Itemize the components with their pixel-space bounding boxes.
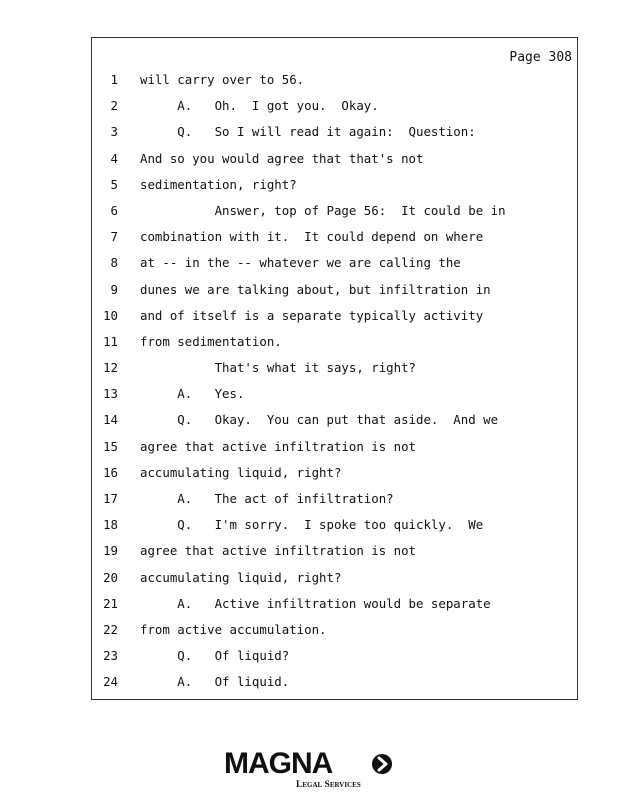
transcript-line [92, 596, 577, 622]
transcript-line [92, 334, 577, 360]
line-text: Q. Okay. You can put that aside. And we [140, 412, 499, 428]
line-text: A. Of liquid. [140, 674, 290, 690]
line-number: 4 [110, 150, 118, 166]
line-number: 3 [110, 124, 118, 140]
transcript-page [91, 37, 578, 700]
transcript-line [92, 491, 577, 517]
transcript-line [92, 439, 577, 465]
line-text: Q. I'm sorry. I spoke too quickly. We [140, 517, 484, 533]
transcript-line [92, 151, 577, 177]
transcript-line [92, 412, 577, 438]
line-text: dunes we are talking about, but infiltration in [140, 281, 491, 297]
line-number: 7 [110, 229, 118, 245]
line-text: accumulating liquid, right? [140, 464, 342, 480]
page-number: Page 308 [509, 50, 572, 65]
line-number: 11 [103, 333, 118, 349]
line-number: 9 [110, 281, 118, 297]
transcript-line [92, 648, 577, 674]
line-text: Answer, top of Page 56: It could be in [140, 202, 506, 218]
line-text: A. The act of infiltration? [140, 491, 394, 506]
line-text: sedimentation, right? [140, 176, 297, 192]
transcript-line [92, 308, 577, 334]
line-number: 24 [103, 674, 118, 690]
transcript-line [92, 98, 577, 124]
line-text: agree that active infiltration is not [140, 543, 417, 559]
transcript-lines [92, 72, 577, 701]
logo-wordmark: MAGNA [224, 747, 333, 780]
line-text: agree that active infiltration is not [140, 438, 417, 454]
line-number: 12 [103, 360, 118, 376]
line-number: 1 [110, 72, 118, 87]
line-number: 18 [103, 517, 118, 533]
line-number: 13 [103, 386, 118, 402]
transcript-line [92, 543, 577, 569]
transcript-line [92, 570, 577, 596]
transcript-line [92, 229, 577, 255]
line-number: 14 [103, 412, 118, 428]
line-number: 22 [103, 621, 118, 637]
transcript-line [92, 465, 577, 491]
transcript-line [92, 386, 577, 412]
line-text: That's what it says, right? [140, 360, 417, 376]
line-number: 8 [110, 255, 118, 271]
transcript-line [92, 124, 577, 150]
line-text: A. Active infiltration would be separate [140, 595, 491, 611]
line-number: 5 [110, 176, 118, 192]
line-text: Q. So I will read it again: Question: [140, 124, 476, 140]
line-text: A. Yes. [140, 386, 245, 402]
line-number: 20 [103, 569, 118, 585]
logo-subtitle: Legal Services [296, 780, 361, 790]
transcript-line [92, 177, 577, 203]
line-number: 2 [110, 98, 118, 114]
line-text: A. Oh. I got you. Okay. [140, 98, 379, 114]
line-text: accumulating liquid, right? [140, 569, 342, 585]
line-text: combination with it. It could depend on where [140, 229, 484, 245]
line-number: 16 [103, 464, 118, 480]
chevron-right-circle-icon [371, 753, 393, 775]
transcript-line [92, 255, 577, 281]
line-number: 15 [103, 438, 118, 454]
line-text: from active accumulation. [140, 621, 327, 637]
transcript-line [92, 203, 577, 229]
transcript-line [92, 622, 577, 648]
line-text: will carry over to 56. [140, 72, 305, 87]
line-text: from sedimentation. [140, 333, 282, 349]
transcript-line [92, 282, 577, 308]
line-text: and of itself is a separate typically activity [140, 307, 484, 323]
line-number: 23 [103, 648, 118, 664]
magna-logo [224, 748, 399, 794]
line-text: at -- in the -- whatever we are calling the [140, 255, 461, 271]
line-number: 6 [110, 202, 118, 218]
line-number: 19 [103, 543, 118, 559]
transcript-line [92, 674, 577, 700]
line-number: 21 [103, 595, 118, 611]
line-number: 10 [103, 307, 118, 323]
transcript-line [92, 72, 577, 98]
line-text: Q. Of liquid? [140, 648, 290, 664]
line-text: And so you would agree that that's not [140, 150, 424, 166]
line-number: 17 [103, 491, 118, 506]
transcript-line [92, 360, 577, 386]
transcript-line [92, 517, 577, 543]
